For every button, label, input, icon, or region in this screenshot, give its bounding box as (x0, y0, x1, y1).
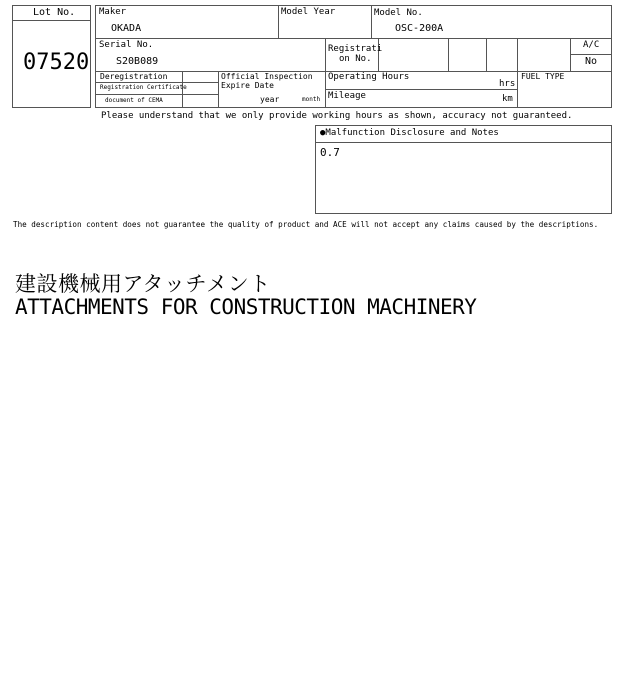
maker-value: OKADA (111, 23, 142, 34)
model-no-label: Model No. (374, 8, 423, 18)
row-divider-1 (95, 38, 612, 39)
malfunction-divider (315, 142, 612, 143)
col-divider-reg-2 (448, 38, 449, 71)
ac-divider (570, 54, 612, 55)
inspection-label-line2: Expire Date (221, 81, 274, 90)
lot-divider (12, 20, 91, 21)
operating-hours-label: Operating Hours (328, 72, 410, 82)
dereg-sub-2 (95, 94, 218, 95)
cema-document-label: document of CEMA (105, 97, 163, 104)
mileage-unit: km (502, 94, 513, 104)
hours-divider (325, 89, 517, 90)
working-hours-notice: Please understand that we only provide working hours as shown, accuracy not guaranteed. (101, 111, 573, 121)
malfunction-notes: 0.7 (320, 146, 340, 159)
ac-value: No (585, 56, 598, 67)
col-divider-fuel (517, 38, 518, 108)
category-title-japanese: 建設機械用アタッチメント (15, 272, 271, 296)
model-no-value: OSC-200A (395, 23, 444, 34)
registration-certificate-label: Registration Certificate (100, 84, 187, 91)
mileage-label: Mileage (328, 91, 366, 101)
dereg-sub-1 (95, 82, 218, 83)
fuel-type-label: FUEL TYPE (521, 72, 565, 81)
deregistration-label: Deregistration (100, 72, 168, 81)
lot-number: 07520 (23, 50, 90, 75)
serial-label: Serial No. (99, 40, 154, 50)
malfunction-box (315, 125, 612, 214)
col-divider-model-year (371, 5, 372, 38)
model-year-label: Model Year (281, 7, 336, 17)
serial-value: S20B089 (116, 56, 159, 67)
inspection-month-label: month (302, 96, 321, 103)
maker-label: Maker (99, 7, 127, 17)
inspection-label-line1: Official Inspection (221, 72, 313, 81)
category-title-english: ATTACHMENTS FOR CONSTRUCTION MACHINERY (15, 295, 477, 319)
col-divider-reg-3 (486, 38, 487, 71)
malfunction-label: ●Malfunction Disclosure and Notes (320, 128, 499, 138)
inspection-year-label: year (260, 95, 280, 104)
registration-label-line2: on No. (339, 54, 372, 64)
col-divider-dereg-2 (218, 71, 219, 108)
col-divider-serial (325, 38, 326, 108)
col-divider-reg-1 (378, 38, 379, 71)
col-divider-maker (278, 5, 279, 38)
quality-disclaimer: The description content does not guarantee the quality of product and ACE will not accept any claims caused by the descriptions. (13, 220, 599, 229)
registration-label-line1: Registrati (328, 44, 383, 54)
lot-label: Lot No. (33, 7, 76, 18)
ac-label: A/C (583, 40, 600, 50)
operating-hours-unit: hrs (499, 79, 516, 89)
